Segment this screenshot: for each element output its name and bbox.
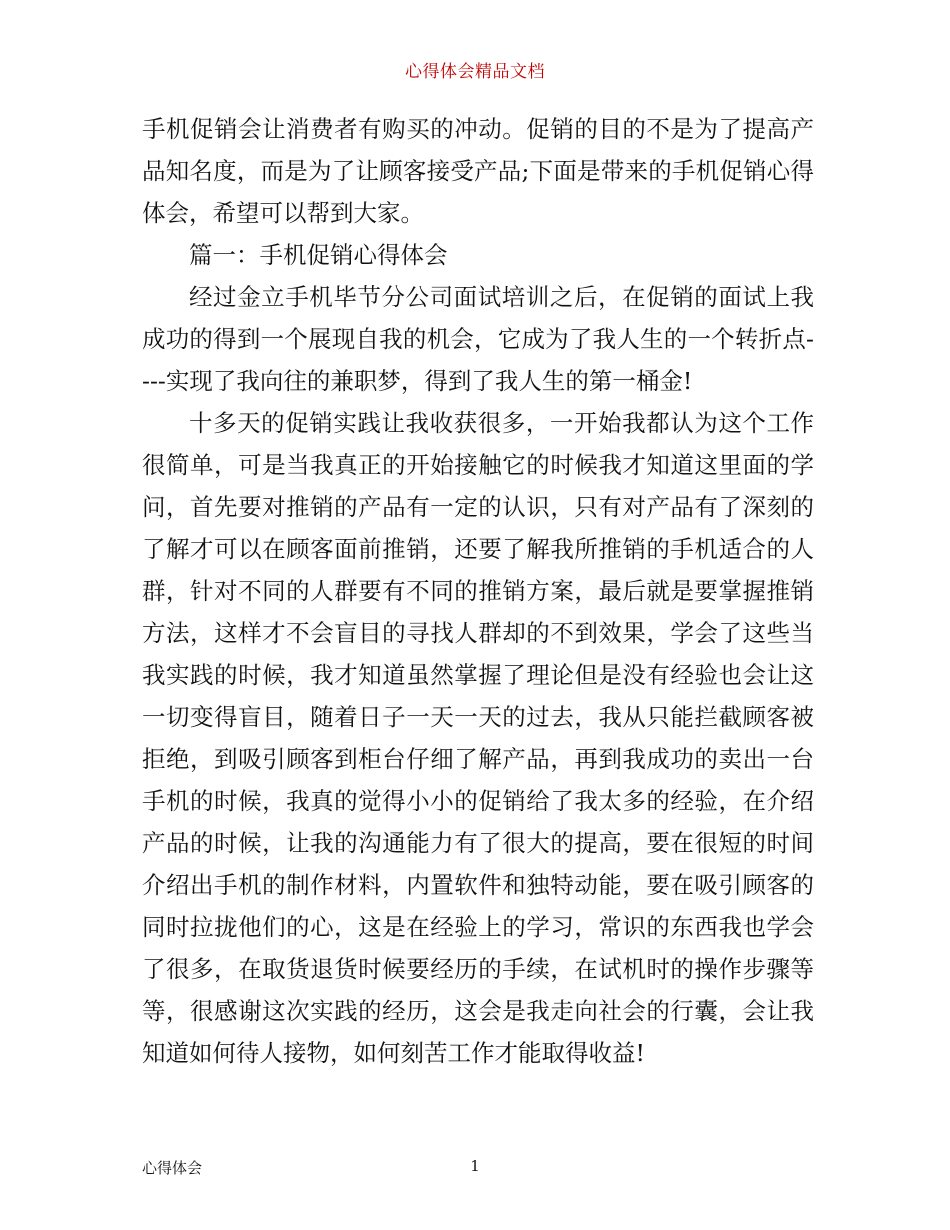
- body-paragraph: 经过金立手机毕节分公司面试培训之后，在促销的面试上我成功的得到一个展现自我的机会，它成为了我人生的一个转折点----实现了我向往的兼职梦，得到了我人生的第一桶金!: [142, 283, 814, 395]
- footer-label: 心得体会: [142, 1159, 203, 1177]
- section-heading: 篇一：手机促销心得体会: [189, 241, 448, 269]
- page-number: 1: [470, 1157, 480, 1175]
- intro-paragraph: 手机促销会让消费者有购买的冲动。促销的目的不是为了提高产品知名度，而是为了让顾客接受产品;下面是带来的手机促销心得体会，希望可以帮到大家。: [142, 115, 814, 227]
- document-body: [142, 108, 814, 1074]
- body-paragraph: 十多天的促销实践让我收获很多，一开始我都认为这个工作很简单，可是当我真正的开始接触它的时候我才知道这里面的学问，首先要对推销的产品有一定的认识，只有对产品有了深刻的了解才可以在顾客面前推销，还要了解我所推销的手机适合的人群，针对不同的人群要有不同的推销方案，最后就是要掌握推销方法，这样才不会盲目的寻找人群却的不到效果，学会了这些当我实践的时候，我才知道虽然掌握了理论但是没有经验也会让这一切变得盲目，随着日子一天一天的过去，我从只能拦截顾客被拒绝，到吸引顾客到柜台仔细了解产品，再到我成功的卖出一台手机的时候，我真的觉得小小的促销给了我太多的经验，在介绍产品的时候，让我的沟通能力有了很大的提高，要在很短的时间介绍出手机的制作材料，内置软件和独特动能，要在吸引顾客的同时拉拢他们的心，这是在经验上的学习，常识的东西我也学会了很多，在取货退货时候要经历的手续，在试机时的操作步骤等等，很感谢这次实践的经历，这会是我走向社会的行囊，会让我知道如何待人接物，如何刻苦工作才能取得收益!: [142, 409, 814, 1067]
- document-header-title: 心得体会精品文档: [405, 62, 545, 82]
